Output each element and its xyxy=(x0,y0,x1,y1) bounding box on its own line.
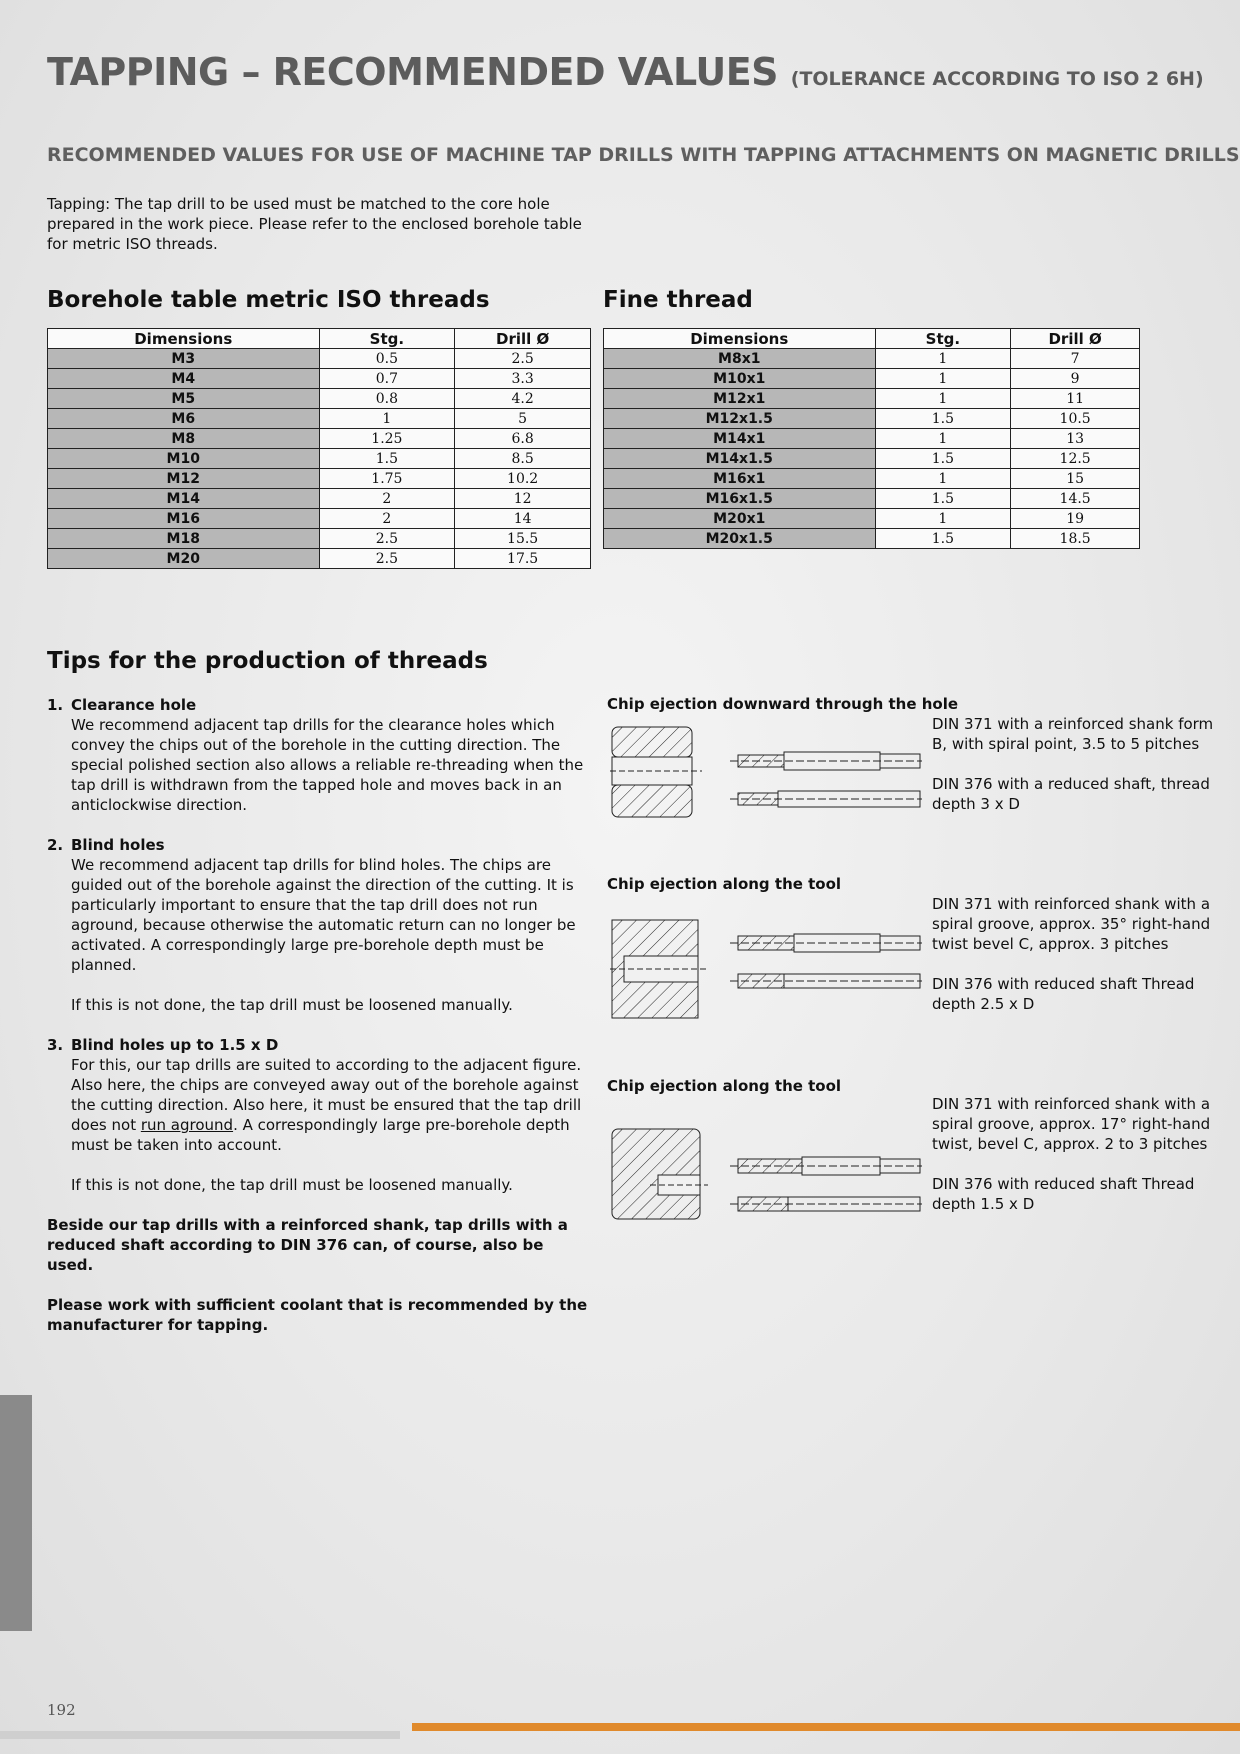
tip-text: We recommend adjacent tap drills for blind holes. The chips are guided out of the borehole against the direction of the cutting. It is particularly important to ensure that the tap drill does not run aground, because otherwise the automatic return can no longer be activated. A correspondingly large pre-borehole depth must be planned. xyxy=(71,856,576,974)
dimension-cell: M20x1.5 xyxy=(604,529,876,549)
pitch-cell: 0.8 xyxy=(319,389,455,409)
tip-text-secondary: If this is not done, the tap drill must be loosened manually. xyxy=(71,1176,513,1194)
footer-bar-grey xyxy=(0,1731,400,1739)
drill-cell: 10.5 xyxy=(1011,409,1140,429)
tips-list xyxy=(47,695,592,1355)
tip-item xyxy=(47,1035,592,1195)
drill-cell: 2.5 xyxy=(455,349,591,369)
note-reduced-shaft: Beside our tap drills with a reinforced shank, tap drills with a reduced shaft according to DIN 376 can, of course, also be used. xyxy=(47,1216,568,1274)
chip-section-heading: Chip ejection along the tool xyxy=(607,875,842,893)
tap-drill-icon xyxy=(730,1197,922,1211)
tap-drill-icon xyxy=(730,791,922,807)
din-376-text: DIN 376 with a reduced shaft, thread depth 3 x D xyxy=(932,775,1210,813)
drill-cell: 3.3 xyxy=(455,369,591,389)
table-row xyxy=(48,489,591,509)
din-376-text: DIN 376 with reduced shaft Thread depth 1.5 x D xyxy=(932,1175,1195,1213)
drill-cell: 11 xyxy=(1011,389,1140,409)
page-title-main: TAPPING – RECOMMENDED VALUES xyxy=(47,50,779,94)
chip-section-heading: Chip ejection along the tool xyxy=(607,1077,842,1095)
blind-hole-workpiece-figure xyxy=(610,918,922,1020)
drill-cell: 12.5 xyxy=(1011,449,1140,469)
page-number: 192 xyxy=(47,1701,76,1719)
chip-description xyxy=(932,894,1232,1034)
borehole-table xyxy=(47,328,591,569)
table-row xyxy=(48,449,591,469)
table-row xyxy=(604,449,1140,469)
table-row xyxy=(48,509,591,529)
pitch-cell: 1 xyxy=(875,389,1011,409)
dimension-cell: M5 xyxy=(48,389,320,409)
dimension-cell: M3 xyxy=(48,349,320,369)
dimension-cell: M14 xyxy=(48,489,320,509)
pitch-cell: 1 xyxy=(875,429,1011,449)
pitch-cell: 1 xyxy=(875,349,1011,369)
pitch-cell: 2.5 xyxy=(319,549,455,569)
pitch-cell: 1 xyxy=(319,409,455,429)
din-371-text: DIN 371 with reinforced shank with a spiral groove, approx. 17° right-hand twist, bevel C, approx. 2 to 3 pitches xyxy=(932,1095,1211,1153)
drill-cell: 17.5 xyxy=(455,549,591,569)
page-subtitle: RECOMMENDED VALUES FOR USE OF MACHINE TAP DRILLS WITH TAPPING ATTACHMENTS ON MAGNETIC DRILLS xyxy=(47,144,1240,166)
pitch-cell: 1.75 xyxy=(319,469,455,489)
side-tab xyxy=(0,1395,32,1631)
tips-title: Tips for the production of threads xyxy=(47,648,488,674)
tip-item xyxy=(47,695,592,815)
note-coolant: Please work with sufficient coolant that is recommended by the manufacturer for tapping. xyxy=(47,1296,588,1334)
din-376-text: DIN 376 with reduced shaft Thread depth 2.5 x D xyxy=(932,975,1195,1013)
table-row xyxy=(604,389,1140,409)
column-header: Dimensions xyxy=(48,329,320,349)
table-row xyxy=(604,349,1140,369)
drill-cell: 13 xyxy=(1011,429,1140,449)
fine-thread-table xyxy=(603,328,1140,549)
column-header: Drill Ø xyxy=(1011,329,1140,349)
drill-cell: 15 xyxy=(1011,469,1140,489)
table-row xyxy=(604,529,1140,549)
column-header: Stg. xyxy=(875,329,1011,349)
dimension-cell: M12x1.5 xyxy=(604,409,876,429)
fine-thread-title: Fine thread xyxy=(603,287,753,313)
column-header: Stg. xyxy=(319,329,455,349)
drill-cell: 18.5 xyxy=(1011,529,1140,549)
dimension-cell: M8 xyxy=(48,429,320,449)
tip-number: 1. xyxy=(47,696,64,714)
table-row xyxy=(48,369,591,389)
table-row xyxy=(604,409,1140,429)
pitch-cell: 2 xyxy=(319,489,455,509)
pitch-cell: 2.5 xyxy=(319,529,455,549)
dimension-cell: M14x1.5 xyxy=(604,449,876,469)
page-title-suffix: (TOLERANCE ACCORDING TO ISO 2 6H) xyxy=(790,68,1204,90)
tap-drill-icon xyxy=(730,934,922,952)
table-row xyxy=(48,549,591,569)
drill-cell: 19 xyxy=(1011,509,1140,529)
tip-text: We recommend adjacent tap drills for the clearance holes which convey the chips out of the borehole in the cutting direction. The special polished section also allows a reliable re-threading when the tap drill is withdrawn from the tapped hole and moves back in an anticlockwise direction. xyxy=(71,716,584,814)
table-row xyxy=(604,489,1140,509)
pitch-cell: 1.5 xyxy=(875,409,1011,429)
tip-text-part: . A correspondingly large pre-borehole depth must be taken into account. xyxy=(71,1116,570,1154)
drill-cell: 12 xyxy=(455,489,591,509)
pitch-cell: 1.25 xyxy=(319,429,455,449)
tip-title: Blind holes up to 1.5 x D xyxy=(71,1036,279,1054)
pitch-cell: 1.5 xyxy=(875,449,1011,469)
chip-description xyxy=(932,1094,1232,1234)
tap-drill-icon xyxy=(730,752,922,770)
pitch-cell: 1.5 xyxy=(319,449,455,469)
dimension-cell: M12 xyxy=(48,469,320,489)
pitch-cell: 1.5 xyxy=(875,529,1011,549)
tip-text-secondary: If this is not done, the tap drill must be loosened manually. xyxy=(71,996,513,1014)
borehole-table-title: Borehole table metric ISO threads xyxy=(47,287,490,313)
chip-section-heading: Chip ejection downward through the hole xyxy=(607,695,959,713)
din-371-text: DIN 371 with reinforced shank with a spiral groove, approx. 35° right-hand twist bevel C, approx. 3 pitches xyxy=(932,895,1211,953)
tip-number: 2. xyxy=(47,836,64,854)
tip-text-part: For this, our tap drills are suited to according to the adjacent figure. Also here, the chips are conveyed away out of the borehole against the cutting direction. Also here, it must be ensured that the tap drill does not xyxy=(71,1056,582,1134)
table-row xyxy=(48,349,591,369)
dimension-cell: M6 xyxy=(48,409,320,429)
table-header-row xyxy=(604,329,1140,349)
pitch-cell: 1 xyxy=(875,369,1011,389)
pitch-cell: 2 xyxy=(319,509,455,529)
dimension-cell: M8x1 xyxy=(604,349,876,369)
table-row xyxy=(604,469,1140,489)
dimension-cell: M14x1 xyxy=(604,429,876,449)
dimension-cell: M20x1 xyxy=(604,509,876,529)
through-hole-workpiece-figure xyxy=(610,725,922,820)
shallow-blind-hole-workpiece-figure xyxy=(610,1127,922,1221)
drill-cell: 7 xyxy=(1011,349,1140,369)
din-371-text: DIN 371 with a reinforced shank form B, with spiral point, 3.5 to 5 pitches xyxy=(932,715,1214,753)
dimension-cell: M20 xyxy=(48,549,320,569)
tip-title: Blind holes xyxy=(71,836,165,854)
column-header: Dimensions xyxy=(604,329,876,349)
pitch-cell: 1 xyxy=(875,509,1011,529)
pitch-cell: 0.7 xyxy=(319,369,455,389)
table-header-row xyxy=(48,329,591,349)
drill-cell: 14 xyxy=(455,509,591,529)
dimension-cell: M10 xyxy=(48,449,320,469)
tip-item xyxy=(47,835,592,1015)
dimension-cell: M10x1 xyxy=(604,369,876,389)
table-row xyxy=(48,389,591,409)
drill-cell: 6.8 xyxy=(455,429,591,449)
pitch-cell: 0.5 xyxy=(319,349,455,369)
footer-bar-accent xyxy=(412,1723,1240,1731)
drill-cell: 14.5 xyxy=(1011,489,1140,509)
chip-description xyxy=(932,714,1232,834)
drill-cell: 9 xyxy=(1011,369,1140,389)
tip-text xyxy=(71,1055,592,1155)
dimension-cell: M16x1.5 xyxy=(604,489,876,509)
tip-text-underlined: run aground xyxy=(140,1116,234,1134)
table-row xyxy=(604,509,1140,529)
table-row xyxy=(604,369,1140,389)
drill-cell: 4.2 xyxy=(455,389,591,409)
tip-number: 3. xyxy=(47,1036,64,1054)
tap-drill-icon xyxy=(730,1157,922,1175)
drill-cell: 15.5 xyxy=(455,529,591,549)
dimension-cell: M4 xyxy=(48,369,320,389)
dimension-cell: M18 xyxy=(48,529,320,549)
tip-title: Clearance hole xyxy=(71,696,197,714)
table-row xyxy=(48,529,591,549)
page-title xyxy=(47,50,1204,94)
drill-cell: 10.2 xyxy=(455,469,591,489)
tap-drill-icon xyxy=(730,974,922,988)
intro-paragraph: Tapping: The tap drill to be used must be matched to the core hole prepared in the work piece. Please refer to the enclosed borehole table for metric ISO threads. xyxy=(47,195,582,253)
pitch-cell: 1.5 xyxy=(875,489,1011,509)
drill-cell: 5 xyxy=(455,409,591,429)
dimension-cell: M16x1 xyxy=(604,469,876,489)
dimension-cell: M12x1 xyxy=(604,389,876,409)
table-row xyxy=(604,429,1140,449)
table-row xyxy=(48,409,591,429)
table-row xyxy=(48,469,591,489)
column-header: Drill Ø xyxy=(455,329,591,349)
drill-cell: 8.5 xyxy=(455,449,591,469)
pitch-cell: 1 xyxy=(875,469,1011,489)
table-row xyxy=(48,429,591,449)
dimension-cell: M16 xyxy=(48,509,320,529)
